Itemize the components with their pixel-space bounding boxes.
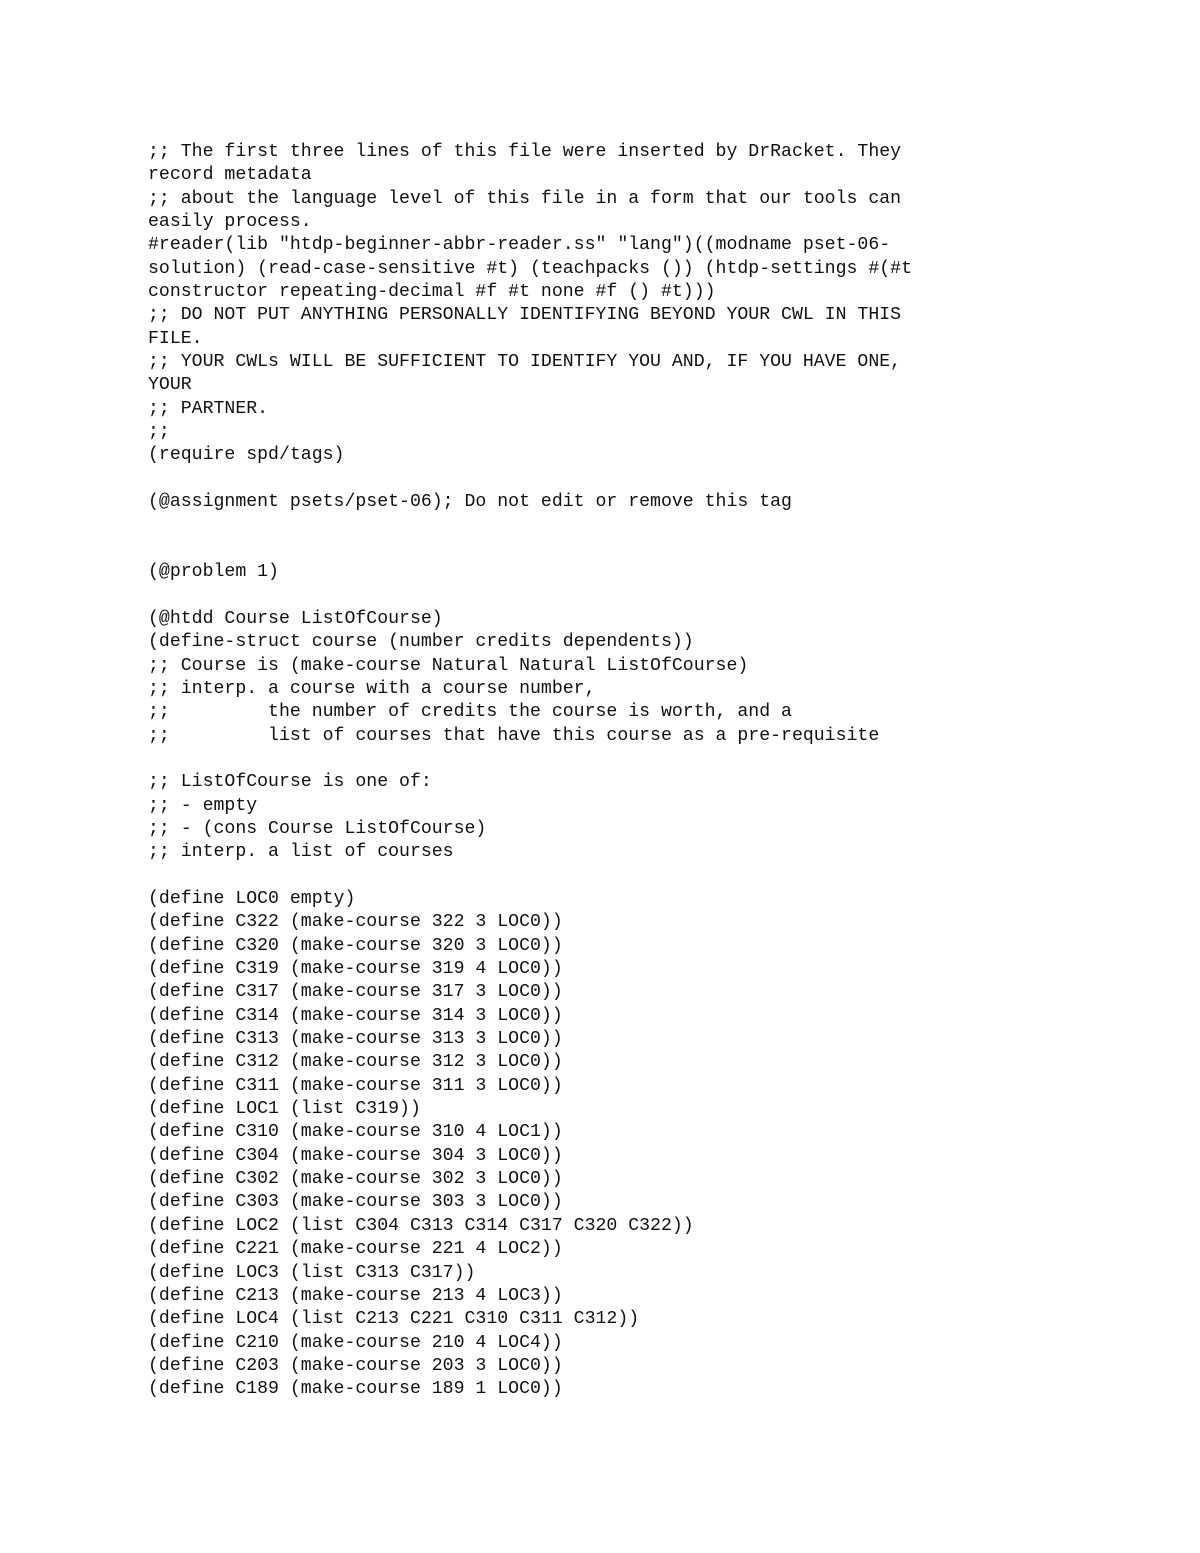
text-line: ;; - (cons Course ListOfCourse) xyxy=(148,818,487,839)
blank-line xyxy=(148,865,1048,888)
text-line: ;; about the language level of this file in a form that our tools can xyxy=(148,188,902,209)
text-line: (@assignment psets/pset-06); Do not edit or remove this tag xyxy=(148,492,792,513)
text-line: (define C314 (make-course 314 3 LOC0)) xyxy=(148,1005,563,1026)
text-line: (define LOC1 (list C319)) xyxy=(148,1099,421,1120)
text-line: (define LOC2 (list C304 C313 C314 C317 C320 C322)) xyxy=(148,1215,694,1236)
text-line: record metadata xyxy=(148,165,312,186)
text-line: (define C322 (make-course 322 3 LOC0)) xyxy=(148,912,563,933)
text-line: (define C203 (make-course 203 3 LOC0)) xyxy=(148,1355,563,1376)
text-line: YOUR xyxy=(148,375,192,396)
text-line: FILE. xyxy=(148,328,203,349)
text-line: ;; PARTNER. xyxy=(148,398,269,419)
text-line: ;; DO NOT PUT ANYTHING PERSONALLY IDENTIFYING BEYOND YOUR CWL IN THIS xyxy=(148,305,902,326)
text-line: (define C302 (make-course 302 3 LOC0)) xyxy=(148,1169,563,1190)
blank-line xyxy=(148,468,1048,491)
text-line: constructor repeating-decimal #f #t none #f () #t))) xyxy=(148,282,716,303)
text-line: (define C317 (make-course 317 3 LOC0)) xyxy=(148,982,563,1003)
text-line: (define C221 (make-course 221 4 LOC2)) xyxy=(148,1239,563,1260)
text-line: ;; xyxy=(148,422,170,443)
document-page xyxy=(148,141,1048,1402)
text-line: (define C304 (make-course 304 3 LOC0)) xyxy=(148,1145,563,1166)
text-line: (define-struct course (number credits dependents)) xyxy=(148,632,694,653)
text-line: (define C303 (make-course 303 3 LOC0)) xyxy=(148,1192,563,1213)
text-line: ;; Course is (make-course Natural Natural ListOfCourse) xyxy=(148,655,749,676)
text-line: solution) (read-case-sensitive #t) (teachpacks ()) (htdp-settings #(#t xyxy=(148,258,912,279)
text-line: ;; The first three lines of this file were inserted by DrRacket. They xyxy=(148,142,902,162)
text-line: ;; interp. a course with a course number, xyxy=(148,678,596,699)
text-line: (define LOC4 (list C213 C221 C310 C311 C312)) xyxy=(148,1309,640,1330)
text-line: ;; interp. a list of courses xyxy=(148,842,454,863)
text-line: (define LOC0 empty) xyxy=(148,889,356,909)
text-line: (define C213 (make-course 213 4 LOC3)) xyxy=(148,1285,563,1306)
text-line: (define C313 (make-course 313 3 LOC0)) xyxy=(148,1029,563,1050)
text-line: ;; ListOfCourse is one of: xyxy=(148,772,432,793)
text-line: (define C310 (make-course 310 4 LOC1)) xyxy=(148,1122,563,1143)
text-line: (define LOC3 (list C313 C317)) xyxy=(148,1262,476,1283)
text-line: (define C312 (make-course 312 3 LOC0)) xyxy=(148,1052,563,1073)
blank-line xyxy=(148,515,1048,538)
blank-line xyxy=(148,585,1048,608)
text-line: (define C320 (make-course 320 3 LOC0)) xyxy=(148,935,563,956)
text-line: ;; YOUR CWLs WILL BE SUFFICIENT TO IDENTIFY YOU AND, IF YOU HAVE ONE, xyxy=(148,352,902,373)
text-line: (define C189 (make-course 189 1 LOC0)) xyxy=(148,1379,563,1400)
blank-line xyxy=(148,748,1048,771)
text-line: ;; list of courses that have this course as a pre-requisite xyxy=(148,725,880,746)
text-line: (@problem 1) xyxy=(148,562,279,583)
text-line: ;; - empty xyxy=(148,795,258,816)
text-line: (require spd/tags) xyxy=(148,445,345,466)
text-line: #reader(lib "htdp-beginner-abbr-reader.ss" "lang")((modname pset-06- xyxy=(148,235,891,256)
text-line: (define C210 (make-course 210 4 LOC4)) xyxy=(148,1332,563,1353)
text-line: (define C311 (make-course 311 3 LOC0)) xyxy=(148,1075,563,1096)
text-line: easily process. xyxy=(148,212,312,233)
text-line: ;; the number of credits the course is worth, and a xyxy=(148,702,792,723)
blank-line xyxy=(148,538,1048,561)
text-line: (define C319 (make-course 319 4 LOC0)) xyxy=(148,959,563,980)
text-line: (@htdd Course ListOfCourse) xyxy=(148,608,443,629)
